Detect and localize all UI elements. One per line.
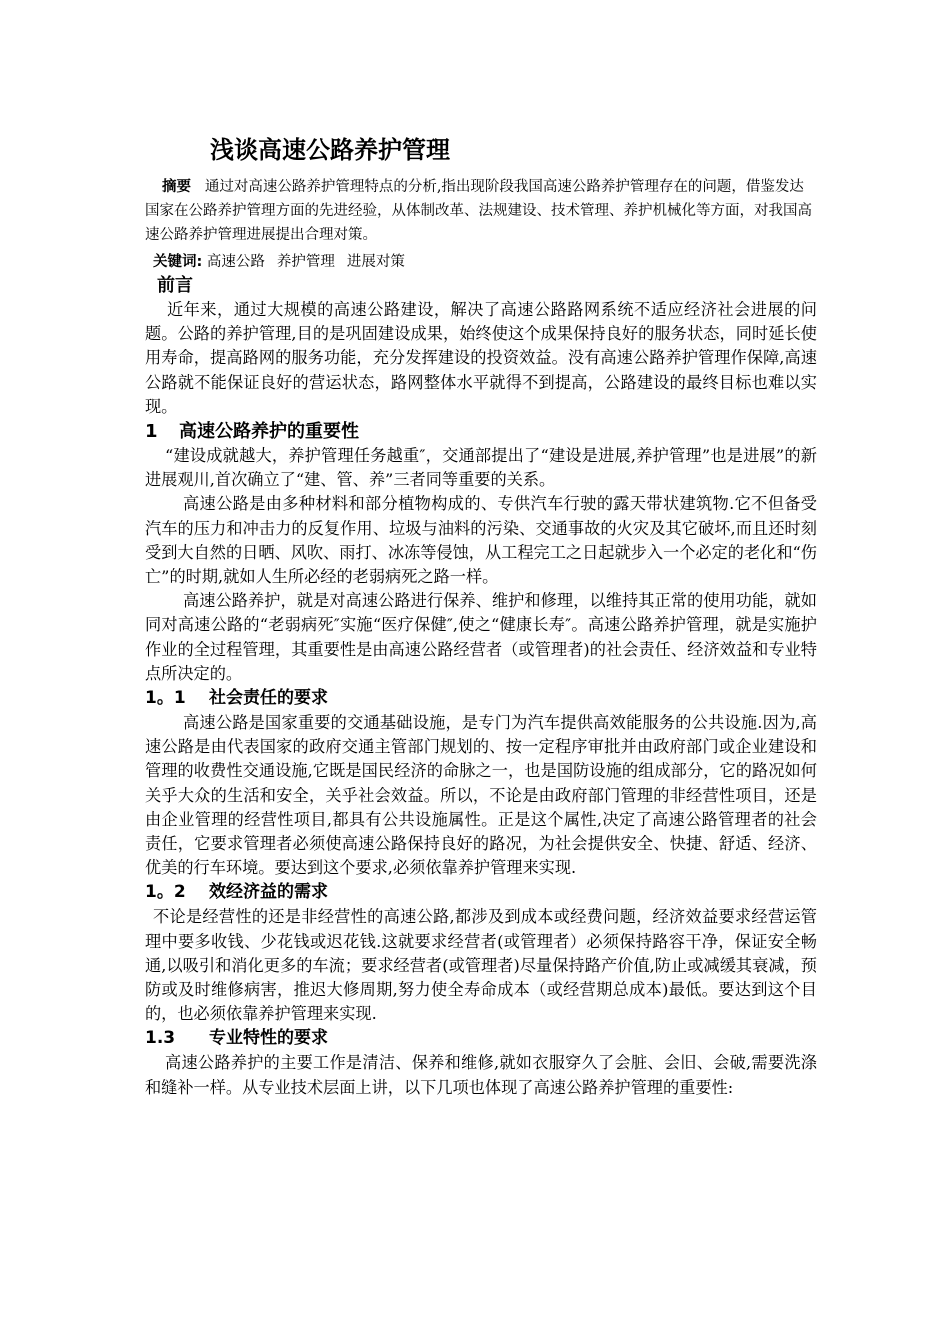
keywords-label: 关键词: (153, 254, 203, 270)
section-number: 1。1 (145, 688, 186, 709)
section-title: 高速公路养护的重要性 (179, 421, 359, 443)
preface-heading: 前言 (157, 275, 193, 296)
preface-paragraph: 近年来，通过大规模的高速公路建设，解决了高速公路路网系统不适应经济社会进展的问题。公路的养护管理,目的是巩固建设成果，始终使这个成果保持良好的服务状态，同时延长使用寿命，提高路网的服务功能，充分发挥建设的投资效益。没有高速公路养护管理作保障,高速公路就不能保证良好的营运状态，路网整体水平就得不到提高，公路建设的最终目标也难以实现。 (145, 300, 817, 416)
section-1-heading (145, 419, 817, 444)
section-number: 1。2 (145, 882, 186, 903)
keywords (153, 250, 813, 274)
section-1-paragraph: 高速公路养护，就是对高速公路进行保养、维护和修理，以维持其正常的使用功能，就如同对高速公路的“老弱病死″实施“医疗保健″,使之“健康长寿″。高速公路养护管理，就是实施护作业的全过程管理，其重要性是由高速公路经营者（或管理者)的社会责任、经济效益和专业特点所决定的。 (145, 591, 817, 683)
section-number: 1.3 (145, 1028, 176, 1049)
keyword-item: 高速公路 (206, 254, 265, 270)
section-1-2-paragraph: 不论是经营性的还是非经营性的高速公路,都涉及到成本或经费问题，经济效益要求经营运管理中要多收钱、少花钱或迟花钱.这就要求经营者(或管理者）必须保持路容干净，保证安全畅通,以吸引和消化更多的车流；要求经营者(或管理者)尽量保持路产价值,防止或减缓其衰减，预防或及时维修病害，推迟大修周期,努力使全寿命成本（或经营期总成本)最低。要达到这个目的，也必须依靠养护管理来实现. (145, 907, 817, 1024)
document-title: 浅谈高速公路养护管理 (210, 136, 450, 164)
section-1-2-heading (145, 880, 817, 905)
section-1-paragraph: 高速公路是由多种材料和部分植物构成的、专供汽车行驶的露天带状建筑物.它不但备受汽车的压力和冲击力的反复作用、垃圾与油料的污染、交通事故的火灾及其它破坏,而且还时刻受到大自然的日晒、风吹、雨打、冰冻等侵蚀，从工程完工之日起就步入一个必定的老化和“伤亡”的时期,就如人生所必经的老弱病死之路一样。 (145, 494, 817, 587)
section-1-paragraph: “建设成就越大，养护管理任务越重″，交通部提出了“建设是进展,养护管理”也是进展”的新进展观川,首次确立了“建、管、养”三者同等重要的关系。 (145, 446, 817, 490)
keyword-item: 养护管理 (276, 254, 335, 270)
section-title: 效经济益的需求 (209, 882, 328, 903)
abstract-text: 通过对高速公路养护管理特点的分析,指出现阶段我国高速公路养护管理存在的问题，借鉴发达国家在公路养护管理方面的先进经验，从体制改革、法规建设、技术管理、养护机械化等方面，对我国高速公路养护管理进展提出合理对策。 (145, 179, 812, 243)
abstract (145, 175, 813, 247)
section-1-3-heading (145, 1026, 817, 1051)
section-title: 社会责任的要求 (209, 688, 328, 709)
document-body (145, 273, 817, 1100)
section-1-1-paragraph: 高速公路是国家重要的交通基础设施，是专门为汽车提供高效能服务的公共设施.因为,高速公路是由代表国家的政府交通主管部门规划的、按一定程序审批并由政府部门或企业建设和管理的收费性交通设施,它既是国民经济的命脉之一，也是国防设施的组成部分，它的路况如何关乎大众的生活和安全，关乎社会效益。所以，不论是由政府部门管理的非经营性项目，还是由企业管理的经营性项目,都具有公共设施属性。正是这个属性,决定了高速公路管理者的社会责任，它要求管理者必须使高速公路保持良好的路况，为社会提供安全、快捷、舒适、经济、优美的行车环境。要达到这个要求,必须依靠养护管理来实现. (145, 713, 817, 878)
section-1-3-paragraph: 高速公路养护的主要工作是清洁、保养和维修,就如衣服穿久了会脏、会旧、会破,需要洗涤和缝补一样。从专业技术层面上讲，以下几项也体现了高速公路养护管理的重要性: (145, 1053, 817, 1097)
section-1-1-heading (145, 686, 817, 711)
keyword-item: 进展对策 (346, 254, 405, 270)
section-number: 1 (145, 421, 158, 443)
abstract-label: 摘要 (162, 179, 191, 195)
section-title: 专业特性的要求 (209, 1028, 328, 1049)
